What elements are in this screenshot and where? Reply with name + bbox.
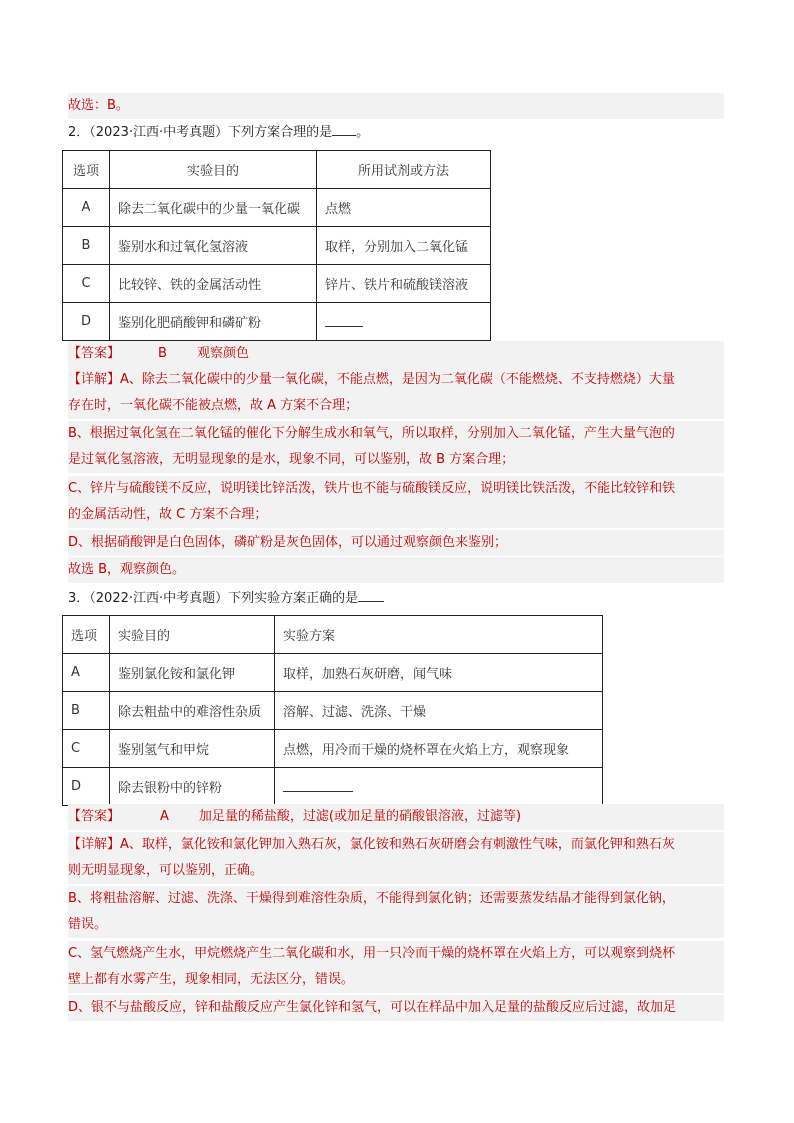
detail-text: A、取样，氯化铵和氯化钾加入熟石灰，氯化铵和熟石灰研磨会有刺激性气味，而氯化钾和熟石灰: [120, 837, 675, 852]
question-3-detail-line: D、银不与盐酸反应，锌和盐酸反应产生氯化锌和氢气，可以在样品中加入足量的盐酸反应后过滤，故加足: [68, 995, 724, 1021]
question-3-detail-line: 错误。: [68, 912, 724, 938]
question-3-detail-line: C、氢气燃烧产生水，甲烷燃烧产生二氧化碳和水，用一只冷而干燥的烧杯罩在火焰上方，可以观察到烧杯: [68, 941, 724, 967]
question-3-answer: [68, 804, 724, 830]
question-3-detail-line: B、将粗盐溶解、过滤、洗涤、干燥得到难溶性杂质，不能得到氯化钠；还需要蒸发结晶才能得到氯化钠，: [68, 886, 724, 912]
header-option: 选项: [63, 616, 110, 654]
question-2-detail-line: B、根据过氧化氢在二氧化锰的催化下分解生成水和氧气，所以取样，分别加入二氧化锰，产生大量气泡的: [68, 421, 724, 447]
question-2-detail-line: C、锌片与硫酸镁不反应，说明镁比锌活泼，铁片也不能与硫酸镁反应，说明镁比铁活泼，不能比较锌和铁: [68, 476, 724, 502]
row-option: A: [63, 654, 110, 692]
row-option: D: [63, 303, 110, 341]
header-purpose: 实验目的: [110, 616, 275, 654]
row-purpose: 鉴别氢气和甲烷: [110, 730, 275, 768]
question-2-detail-line: 故选 B，观察颜色。: [68, 557, 724, 583]
row-option: B: [63, 227, 110, 265]
row-method: 溶解、过滤、洗涤、干燥: [275, 692, 603, 730]
row-purpose: 鉴别水和过氧化氢溶液: [110, 227, 317, 265]
table-row: [63, 730, 603, 768]
question-2-detail-line: [68, 367, 724, 393]
question-2-text: 2．（2023·江西·中考真题）下列方案合理的是: [68, 125, 333, 140]
question-2-end: 。: [356, 125, 370, 140]
answer-label: 【答案】: [68, 809, 121, 824]
previous-answer-line: [68, 93, 724, 119]
answer-blank: [283, 777, 353, 792]
question-2-blank: [332, 121, 356, 136]
row-purpose: 除去粗盐中的难溶性杂质: [110, 692, 275, 730]
question-2-answer: [68, 341, 724, 367]
row-option: B: [63, 692, 110, 730]
answer-text: 观察颜色: [196, 346, 249, 361]
row-option: C: [63, 265, 110, 303]
table-header-row: [63, 151, 491, 189]
table-row: [63, 227, 491, 265]
row-method-blank: [275, 768, 603, 806]
row-method: 锌片、铁片和硫酸镁溶液: [317, 265, 491, 303]
row-purpose: 比较锌、铁的金属活动性: [110, 265, 317, 303]
table-row: [63, 768, 603, 806]
row-method: 取样，分别加入二氧化锰: [317, 227, 491, 265]
detail-text: A、除去二氧化碳中的少量一氧化碳，不能点燃，是因为二氧化碳（不能燃烧、不支持燃烧）大量: [120, 372, 675, 387]
row-method: 点燃: [317, 189, 491, 227]
previous-answer-text: 故选：B。: [68, 98, 129, 113]
answer-letter: A: [160, 809, 169, 824]
row-purpose: 鉴别化肥硝酸钾和磷矿粉: [110, 303, 317, 341]
question-2-detail-line: 的金属活动性，故 C 方案不合理；: [68, 502, 724, 528]
question-3-table: [62, 615, 603, 806]
detail-label: 【详解】: [68, 837, 121, 852]
table-row: [63, 692, 603, 730]
question-3-detail-line: 则无明显现象，可以鉴别，正确。: [68, 858, 724, 884]
question-3-title: [68, 586, 724, 612]
row-purpose: 除去二氧化碳中的少量一氧化碳: [110, 189, 317, 227]
table-row: [63, 189, 491, 227]
answer-text: 加足量的稀盐酸，过滤(或加足量的硝酸银溶液，过滤等): [198, 809, 522, 824]
header-purpose: 实验目的: [110, 151, 317, 189]
header-method: 所用试剂或方法: [317, 151, 491, 189]
row-option: A: [63, 189, 110, 227]
row-method: 点燃，用冷而干燥的烧杯罩在火焰上方，观察现象: [275, 730, 603, 768]
table-row: [63, 654, 603, 692]
row-purpose: 鉴别氯化铵和氯化钾: [110, 654, 275, 692]
question-3-detail-line: [68, 832, 724, 858]
question-2-title: [68, 120, 724, 146]
question-2-detail-line: 存在时，一氧化碳不能被点燃，故 A 方案不合理；: [68, 393, 724, 419]
table-row: [63, 265, 491, 303]
header-option: 选项: [63, 151, 110, 189]
question-2-detail-line: D、根据硝酸钾是白色固体，磷矿粉是灰色固体，可以通过观察颜色来鉴别；: [68, 530, 724, 556]
answer-blank: [325, 312, 363, 327]
row-purpose: 除去银粉中的锌粉: [110, 768, 275, 806]
question-3-blank: [358, 587, 384, 602]
table-header-row: [63, 616, 603, 654]
row-option: C: [63, 730, 110, 768]
question-2-detail-line: 是过氧化氢溶液，无明显现象的是水，现象不同，可以鉴别，故 B 方案合理；: [68, 447, 724, 473]
answer-letter: B: [158, 346, 167, 361]
question-3-text: 3．（2022·江西·中考真题）下列实验方案正确的是: [68, 591, 359, 606]
row-option: D: [63, 768, 110, 806]
row-method-blank: [317, 303, 491, 341]
row-method: 取样，加熟石灰研磨，闻气味: [275, 654, 603, 692]
header-method: 实验方案: [275, 616, 603, 654]
detail-label: 【详解】: [68, 372, 121, 387]
answer-label: 【答案】: [68, 346, 121, 361]
question-2-table: [62, 150, 491, 341]
table-row: [63, 303, 491, 341]
question-3-detail-line: 壁上都有水雾产生，现象相同，无法区分，错误。: [68, 967, 724, 993]
